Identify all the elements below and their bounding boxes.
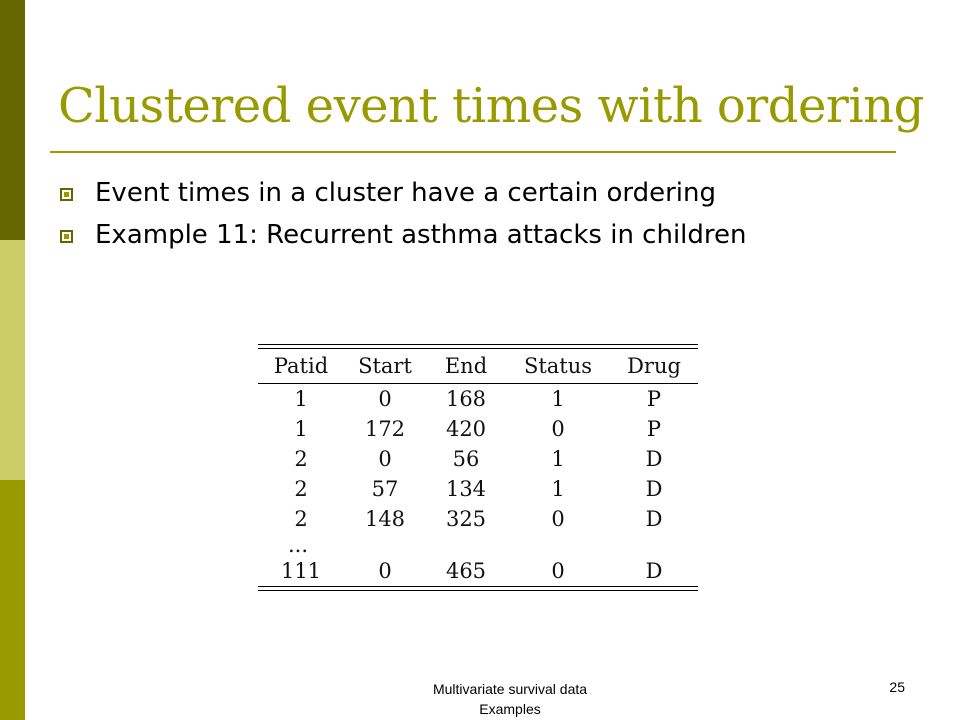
sidebar-band-light [0,240,25,480]
table-cell: 1 [294,387,308,411]
table-cell: D [645,447,663,471]
table-row [258,556,698,586]
bullet-item [58,176,918,210]
table-cell: 1 [551,447,565,471]
bullet-text: Event times in a cluster have a certain ordering [95,178,717,208]
table-row [258,384,698,414]
table-cell: 420 [445,417,487,441]
ellipsis-cell: ... [288,533,309,557]
table-cell: 168 [445,387,487,411]
table-cell: 111 [280,559,322,583]
table-cell: D [645,477,663,501]
table-cell: P [646,417,662,441]
table-cell: 2 [294,447,308,471]
bullet-list [58,176,918,260]
table-cell: 172 [364,417,406,441]
table-cell: 0 [551,417,565,441]
table-cell: 0 [378,559,392,583]
sidebar-band-dark [0,0,25,240]
table-cell: D [645,559,663,583]
column-header: Start [358,354,412,378]
column-header: Patid [273,354,329,378]
table-cell: 1 [551,387,565,411]
table-row [258,504,698,534]
asthma-data-table [258,349,698,383]
footer-caption [380,679,640,719]
data-table-figure [258,344,698,591]
column-header: End [444,354,488,378]
table-cell: 0 [378,387,392,411]
table-header-row [258,349,698,383]
table-bottom-rule [258,586,698,591]
table-ellipsis-row [258,534,698,556]
table-cell: 0 [378,447,392,471]
table-cell: 2 [294,477,308,501]
title-underline [50,151,896,153]
sidebar-band-mid [0,480,25,720]
slide-number: 25 [889,679,905,695]
bullet-text: Example 11: Recurrent asthma attacks in children [95,220,747,250]
left-color-sidebar [0,0,25,720]
table-cell: 1 [551,477,565,501]
table-cell: P [646,387,662,411]
table-cell: 465 [445,559,487,583]
slide-title: Clustered event times with ordering [58,78,924,134]
table-cell: 0 [551,559,565,583]
table-cell: 56 [452,447,480,471]
table-cell: 148 [364,507,406,531]
footer-line: Multivariate survival data [432,681,588,697]
column-header: Status [523,354,593,378]
table-row [258,474,698,504]
table-cell: D [645,507,663,531]
table-row [258,414,698,444]
square-bullet-icon [60,230,73,243]
table-cell: 2 [294,507,308,531]
table-cell: 134 [445,477,487,501]
table-cell: 325 [445,507,487,531]
bullet-item [58,218,918,252]
table-cell: 0 [551,507,565,531]
table-row [258,444,698,474]
table-cell: 57 [371,477,399,501]
footer-line: Examples [479,701,541,717]
asthma-data-table-body [258,384,698,586]
table-cell: 1 [294,417,308,441]
square-bullet-icon [60,188,73,201]
column-header: Drug [627,354,681,378]
